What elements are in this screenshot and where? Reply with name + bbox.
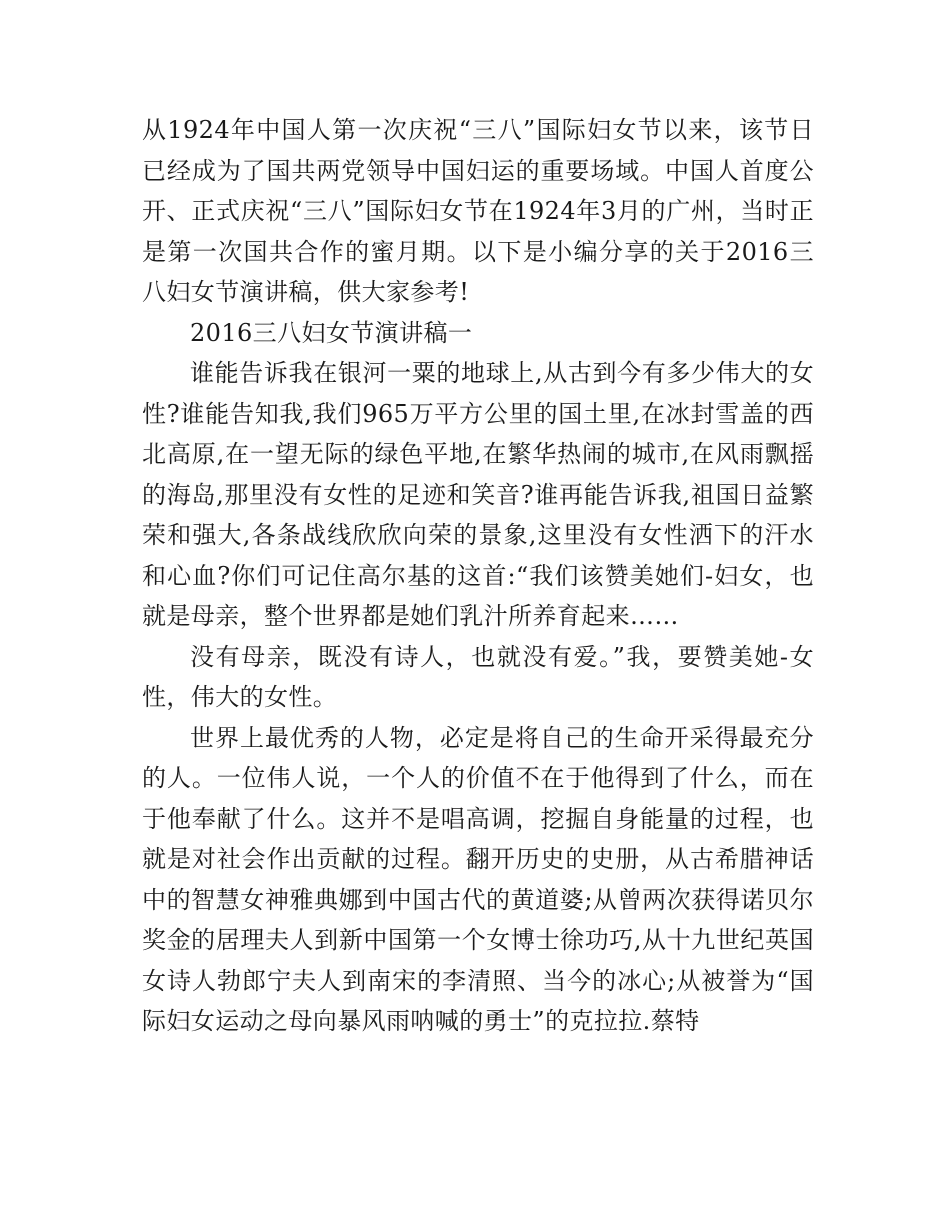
body-paragraph-3: 世界上最优秀的人物，必定是将自己的生命开采得最充分的人。一位伟人说，一个人的价值不在于他得到了什么，而在于他奉献了什么。这并不是唱高调，挖掘自身能量的过程，也就是对社会作出贡献的过程。翻开历史的史册，从古希腊神话中的智慧女神雅典娜到中国古代的黄道婆;从曾两次获得诺贝尔奖金的居理夫人到新中国第一个女博士徐功巧,从十九世纪英国女诗人勃郎宁夫人到南宋的李清照、当今的冰心;从被誉为“国际妇女运动之母向暴风雨呐喊的勇士”的克拉拉.蔡特 bbox=[142, 723, 814, 1035]
document-body bbox=[142, 110, 814, 1042]
body-paragraph-1: 谁能告诉我在银河一粟的地球上,从古到今有多少伟大的女性?谁能告知我,我们965万平方公里的国土里,在冰封雪盖的西北高原,在一望无际的绿色平地,在繁华热闹的城市,在风雨飘摇的海岛,那里没有女性的足迹和笑音?谁再能告诉我,祖国日益繁荣和强大,各条战线欣欣向荣的景象,这里没有女性洒下的汗水和心血?你们可记住高尔基的这首:“我们该赞美她们-妇女，也就是母亲，整个世界都是她们乳汁所养育起来…… bbox=[142, 359, 814, 630]
body-paragraph-2: 没有母亲，既没有诗人，也就没有爱。”我，要赞美她-女性，伟大的女性。 bbox=[142, 642, 814, 711]
speech-heading: 2016三八妇女节演讲稿一 bbox=[190, 318, 473, 347]
intro-paragraph: 从1924年中国人第一次庆祝“三八”国际妇女节以来，该节日已经成为了国共两党领导中国妇运的重要场域。中国人首度公开、正式庆祝“三八”国际妇女节在1924年3月的广州，当时正是第一次国共合作的蜜月期。以下是小编分享的关于2016三八妇女节演讲稿，供大家参考! bbox=[142, 116, 814, 306]
